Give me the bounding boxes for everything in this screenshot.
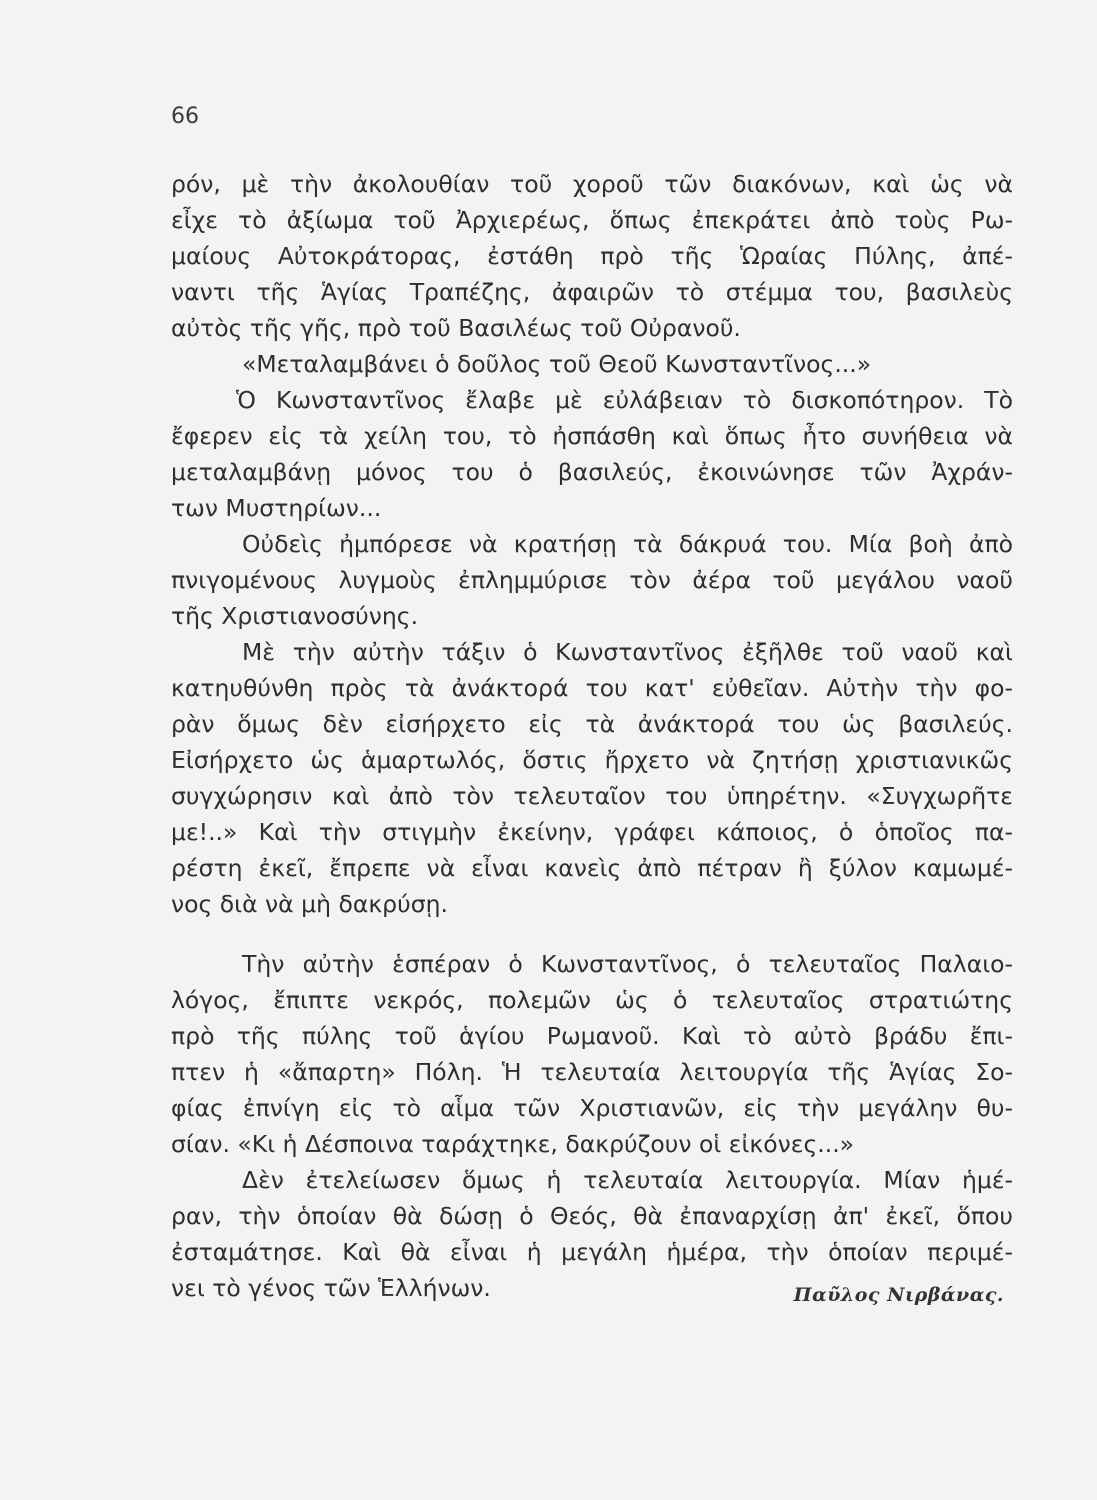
text-line: πρὸ τῆς πύλης τοῦ ἁγίου Ρωμανοῦ. Καὶ τὸ αὐτὸ βράδυ ἔπι- bbox=[171, 1022, 1013, 1050]
text-line: νος διὰ νὰ μὴ δακρύσῃ. bbox=[171, 890, 448, 918]
text-line: «Μεταλαμβάνει ὁ δοῦλος τοῦ Θεοῦ Κωνσταντῖνος...» bbox=[242, 350, 872, 378]
text-line: πτεν ἡ «ἄπαρτη» Πόλη. Ἡ τελευταία λειτουργία τῆς Ἁγίας Σο- bbox=[171, 1058, 1013, 1086]
text-line: ρὰν ὅμως δὲν εἰσήρχετο εἰς τὰ ἀνάκτορά του ὡς βασιλεύς. bbox=[171, 710, 1013, 738]
text-line: πνιγομένους λυγμοὺς ἐπλημμύρισε τὸν ἀέρα τοῦ μεγάλου ναοῦ bbox=[171, 566, 1013, 594]
author-signature: Παῦλος Νιρβάνας. bbox=[793, 1284, 1004, 1306]
text-line: Οὐδεὶς ἠμπόρεσε νὰ κρατήσῃ τὰ δάκρυά του. Μία βοὴ ἀπὸ bbox=[242, 530, 1013, 558]
text-line: Τὴν αὐτὴν ἑσπέραν ὁ Κωνσταντῖνος, ὁ τελευταῖος Παλαιο- bbox=[242, 950, 1013, 978]
text-line: ρόν, μὲ τὴν ἀκολουθίαν τοῦ χοροῦ τῶν διακόνων, καὶ ὡς νὰ bbox=[171, 170, 1013, 198]
text-line: λόγος, ἔπιπτε νεκρός, πολεμῶν ὡς ὁ τελευταῖος στρατιώτης bbox=[171, 986, 1013, 1014]
text-line: μαίους Αὐτοκράτορας, ἐστάθη πρὸ τῆς Ὡραίας Πύλης, ἀπέ- bbox=[171, 242, 1013, 270]
page-number: 66 bbox=[171, 104, 199, 129]
text-line: ναντι τῆς Ἁγίας Τραπέζης, ἀφαιρῶν τὸ στέμμα του, βασιλεὺς bbox=[171, 278, 1013, 306]
text-line: των Μυστηρίων... bbox=[171, 494, 382, 522]
text-line: ρέστη ἐκεῖ, ἔπρεπε νὰ εἶναι κανεὶς ἀπὸ πέτραν ἢ ξύλον καμωμέ- bbox=[171, 854, 1013, 882]
text-line: μεταλαμβάνῃ μόνος του ὁ βασιλεύς, ἐκοινώνησε τῶν Ἀχράν- bbox=[171, 458, 1013, 486]
text-line: με!..» Καὶ τὴν στιγμὴν ἐκείνην, γράφει κάποιος, ὁ ὁποῖος πα- bbox=[171, 818, 1013, 846]
text-line: τῆς Χριστιανοσύνης. bbox=[171, 602, 419, 630]
text-line: Μὲ τὴν αὐτὴν τάξιν ὁ Κωνσταντῖνος ἐξῆλθε τοῦ ναοῦ καὶ bbox=[242, 638, 1013, 666]
text-line: ἔφερεν εἰς τὰ χείλη του, τὸ ἠσπάσθη καὶ ὅπως ἦτο συνήθεια νὰ bbox=[171, 422, 1013, 450]
text-line: αὐτὸς τῆς γῆς, πρὸ τοῦ Βασιλέως τοῦ Οὐρανοῦ. bbox=[171, 314, 741, 342]
text-line: ἐσταμάτησε. Καὶ θὰ εἶναι ἡ μεγάλη ἡμέρα, τὴν ὁποίαν περιμέ- bbox=[171, 1238, 1013, 1266]
text-line: Εἰσήρχετο ὡς ἁμαρτωλός, ὅστις ἤρχετο νὰ ζητήσῃ χριστιανικῶς bbox=[171, 746, 1013, 774]
text-line: Δὲν ἐτελείωσεν ὅμως ἡ τελευταία λειτουργία. Μίαν ἡμέ- bbox=[242, 1166, 1013, 1194]
text-line: ραν, τὴν ὁποίαν θὰ δώσῃ ὁ Θεός, θὰ ἐπαναρχίσῃ ἀπ' ἐκεῖ, ὅπου bbox=[171, 1202, 1013, 1230]
text-line: συγχώρησιν καὶ ἀπὸ τὸν τελευταῖον του ὑπηρέτην. «Συγχωρῆτε bbox=[171, 782, 1013, 810]
text-line: νει τὸ γένος τῶν Ἑλλήνων. bbox=[171, 1274, 491, 1302]
text-line: Ὁ Κωνσταντῖνος ἔλαβε μὲ εὐλάβειαν τὸ δισκοπότηρον. Τὸ bbox=[236, 386, 1013, 414]
text-line: σίαν. «Κι ἡ Δέσποινα ταράχτηκε, δακρύζουν οἱ εἰκόνες...» bbox=[171, 1130, 855, 1158]
text-line: φίας ἐπνίγη εἰς τὸ αἷμα τῶν Χριστιανῶν, εἰς τὴν μεγάλην θυ- bbox=[171, 1094, 1013, 1122]
text-line: εἶχε τὸ ἀξίωμα τοῦ Ἀρχιερέως, ὅπως ἐπεκράτει ἀπὸ τοὺς Ρω- bbox=[171, 206, 1013, 234]
text-line: κατηυθύνθη πρὸς τὰ ἀνάκτορά του κατ' εὐθεῖαν. Αὐτὴν τὴν φο- bbox=[171, 674, 1013, 702]
